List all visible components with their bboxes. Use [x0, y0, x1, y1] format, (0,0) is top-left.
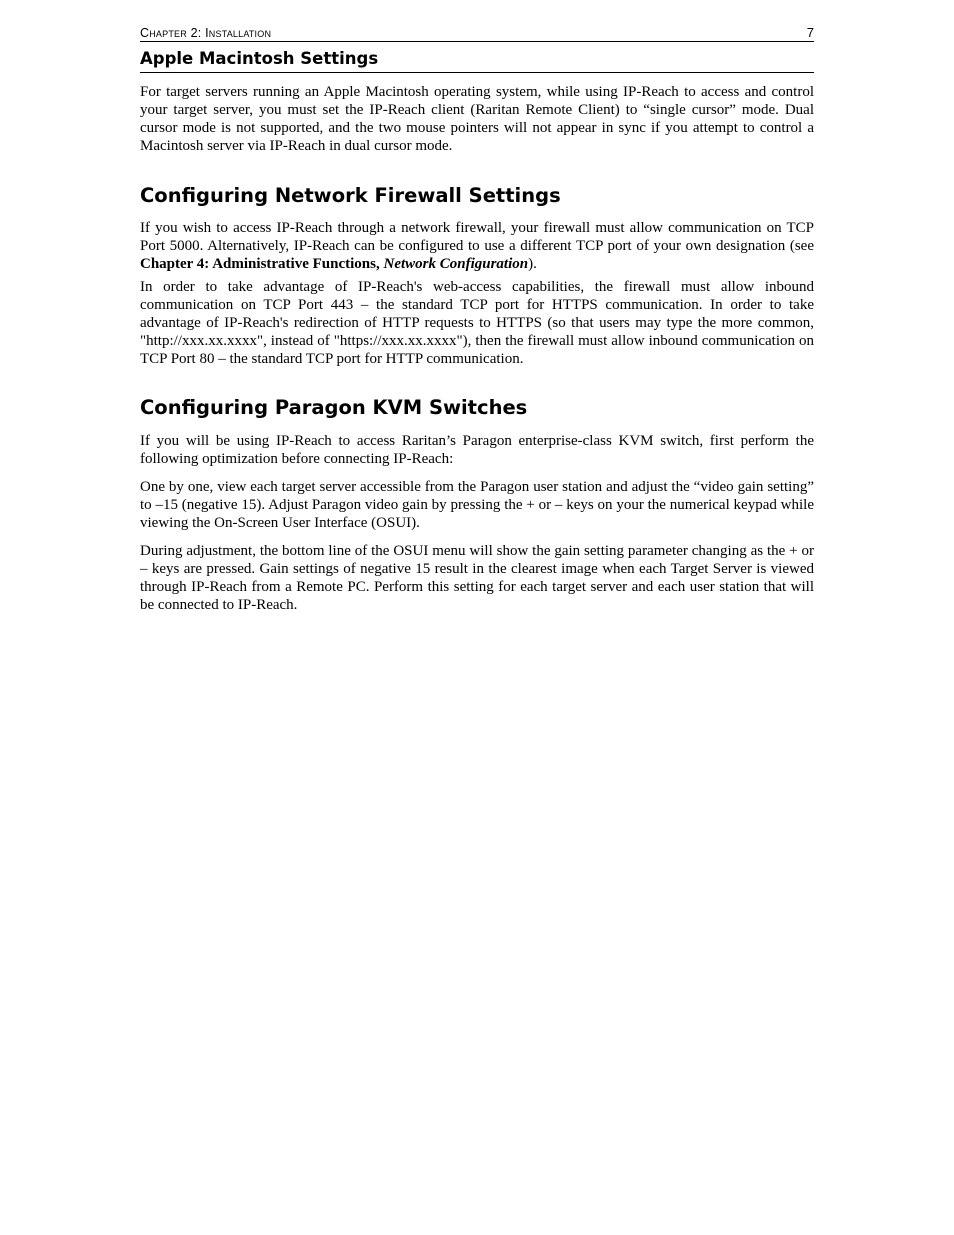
firewall-paragraph-1-text: If you wish to access IP-Reach through a network firewall, your firewall must allow communication on TCP Port 5000. Alternatively, IP-Reach can be configured to use a different TCP port of your own designation (see [140, 220, 814, 254]
paragon-paragraph-1: If you will be using IP-Reach to access Raritan’s Paragon enterprise-class KVM switch, first perform the following optimization before connecting IP-Reach: [140, 433, 814, 467]
apple-paragraph: For target servers running an Apple Macintosh operating system, while using IP-Reach to access and control your target server, you must set the IP-Reach client (Raritan Remote Client) to “single cursor” mode. Dual cursor mode is not supported, and the two mouse pointers will not appear in sync if you attempt to control a Macintosh server via IP-Reach in dual cursor mode. [140, 84, 814, 154]
running-header [140, 18, 814, 42]
firewall-paragraph-1 [140, 219, 814, 273]
firewall-paragraph-1-end: ). [528, 256, 537, 272]
apple-heading: Apple Macintosh Settings [140, 48, 814, 73]
section-paragon [140, 395, 814, 614]
chapter-reference: Chapter 4: Administrative Functions, [140, 256, 380, 272]
section-apple-macintosh [140, 48, 814, 155]
paragon-paragraph-2: One by one, view each target server accessible from the Paragon user station and adjust the “video gain setting” to –15 (negative 15). Adjust Paragon video gain by pressing the + or – keys on your the numerical keypad while viewing the On-Screen User Interface (OSUI). [140, 479, 814, 531]
section-firewall [140, 183, 814, 368]
firewall-heading: Configuring Network Firewall Settings [140, 184, 561, 207]
paragon-paragraph-3: During adjustment, the bottom line of the OSUI menu will show the gain setting parameter changing as the + or – keys are pressed. Gain settings of negative 15 result in the clearest image when each Target Server is viewed through IP-Reach from a Remote PC. Perform this setting for each target server and each user station that will be connected to IP-Reach. [140, 543, 814, 613]
network-configuration-reference: Network Configuration [383, 256, 529, 272]
document-page [140, 18, 814, 614]
chapter-title: Chapter 2: Installation [140, 26, 272, 40]
page-number: 7 [806, 25, 814, 40]
firewall-paragraph-2: In order to take advantage of IP-Reach's web-access capabilities, the firewall must allow inbound communication on TCP Port 443 – the standard TCP port for HTTPS communication. In order to take advantage of IP-Reach's redirection of HTTP requests to HTTPS (so that users may type the more common, "http://xxx.xx.xxxx", instead of "https://xxx.xx.xxxx"), then the firewall must allow inbound communication on TCP Port 80 – the standard TCP port for HTTP communication. [140, 279, 814, 367]
paragon-heading: Configuring Paragon KVM Switches [140, 396, 528, 419]
